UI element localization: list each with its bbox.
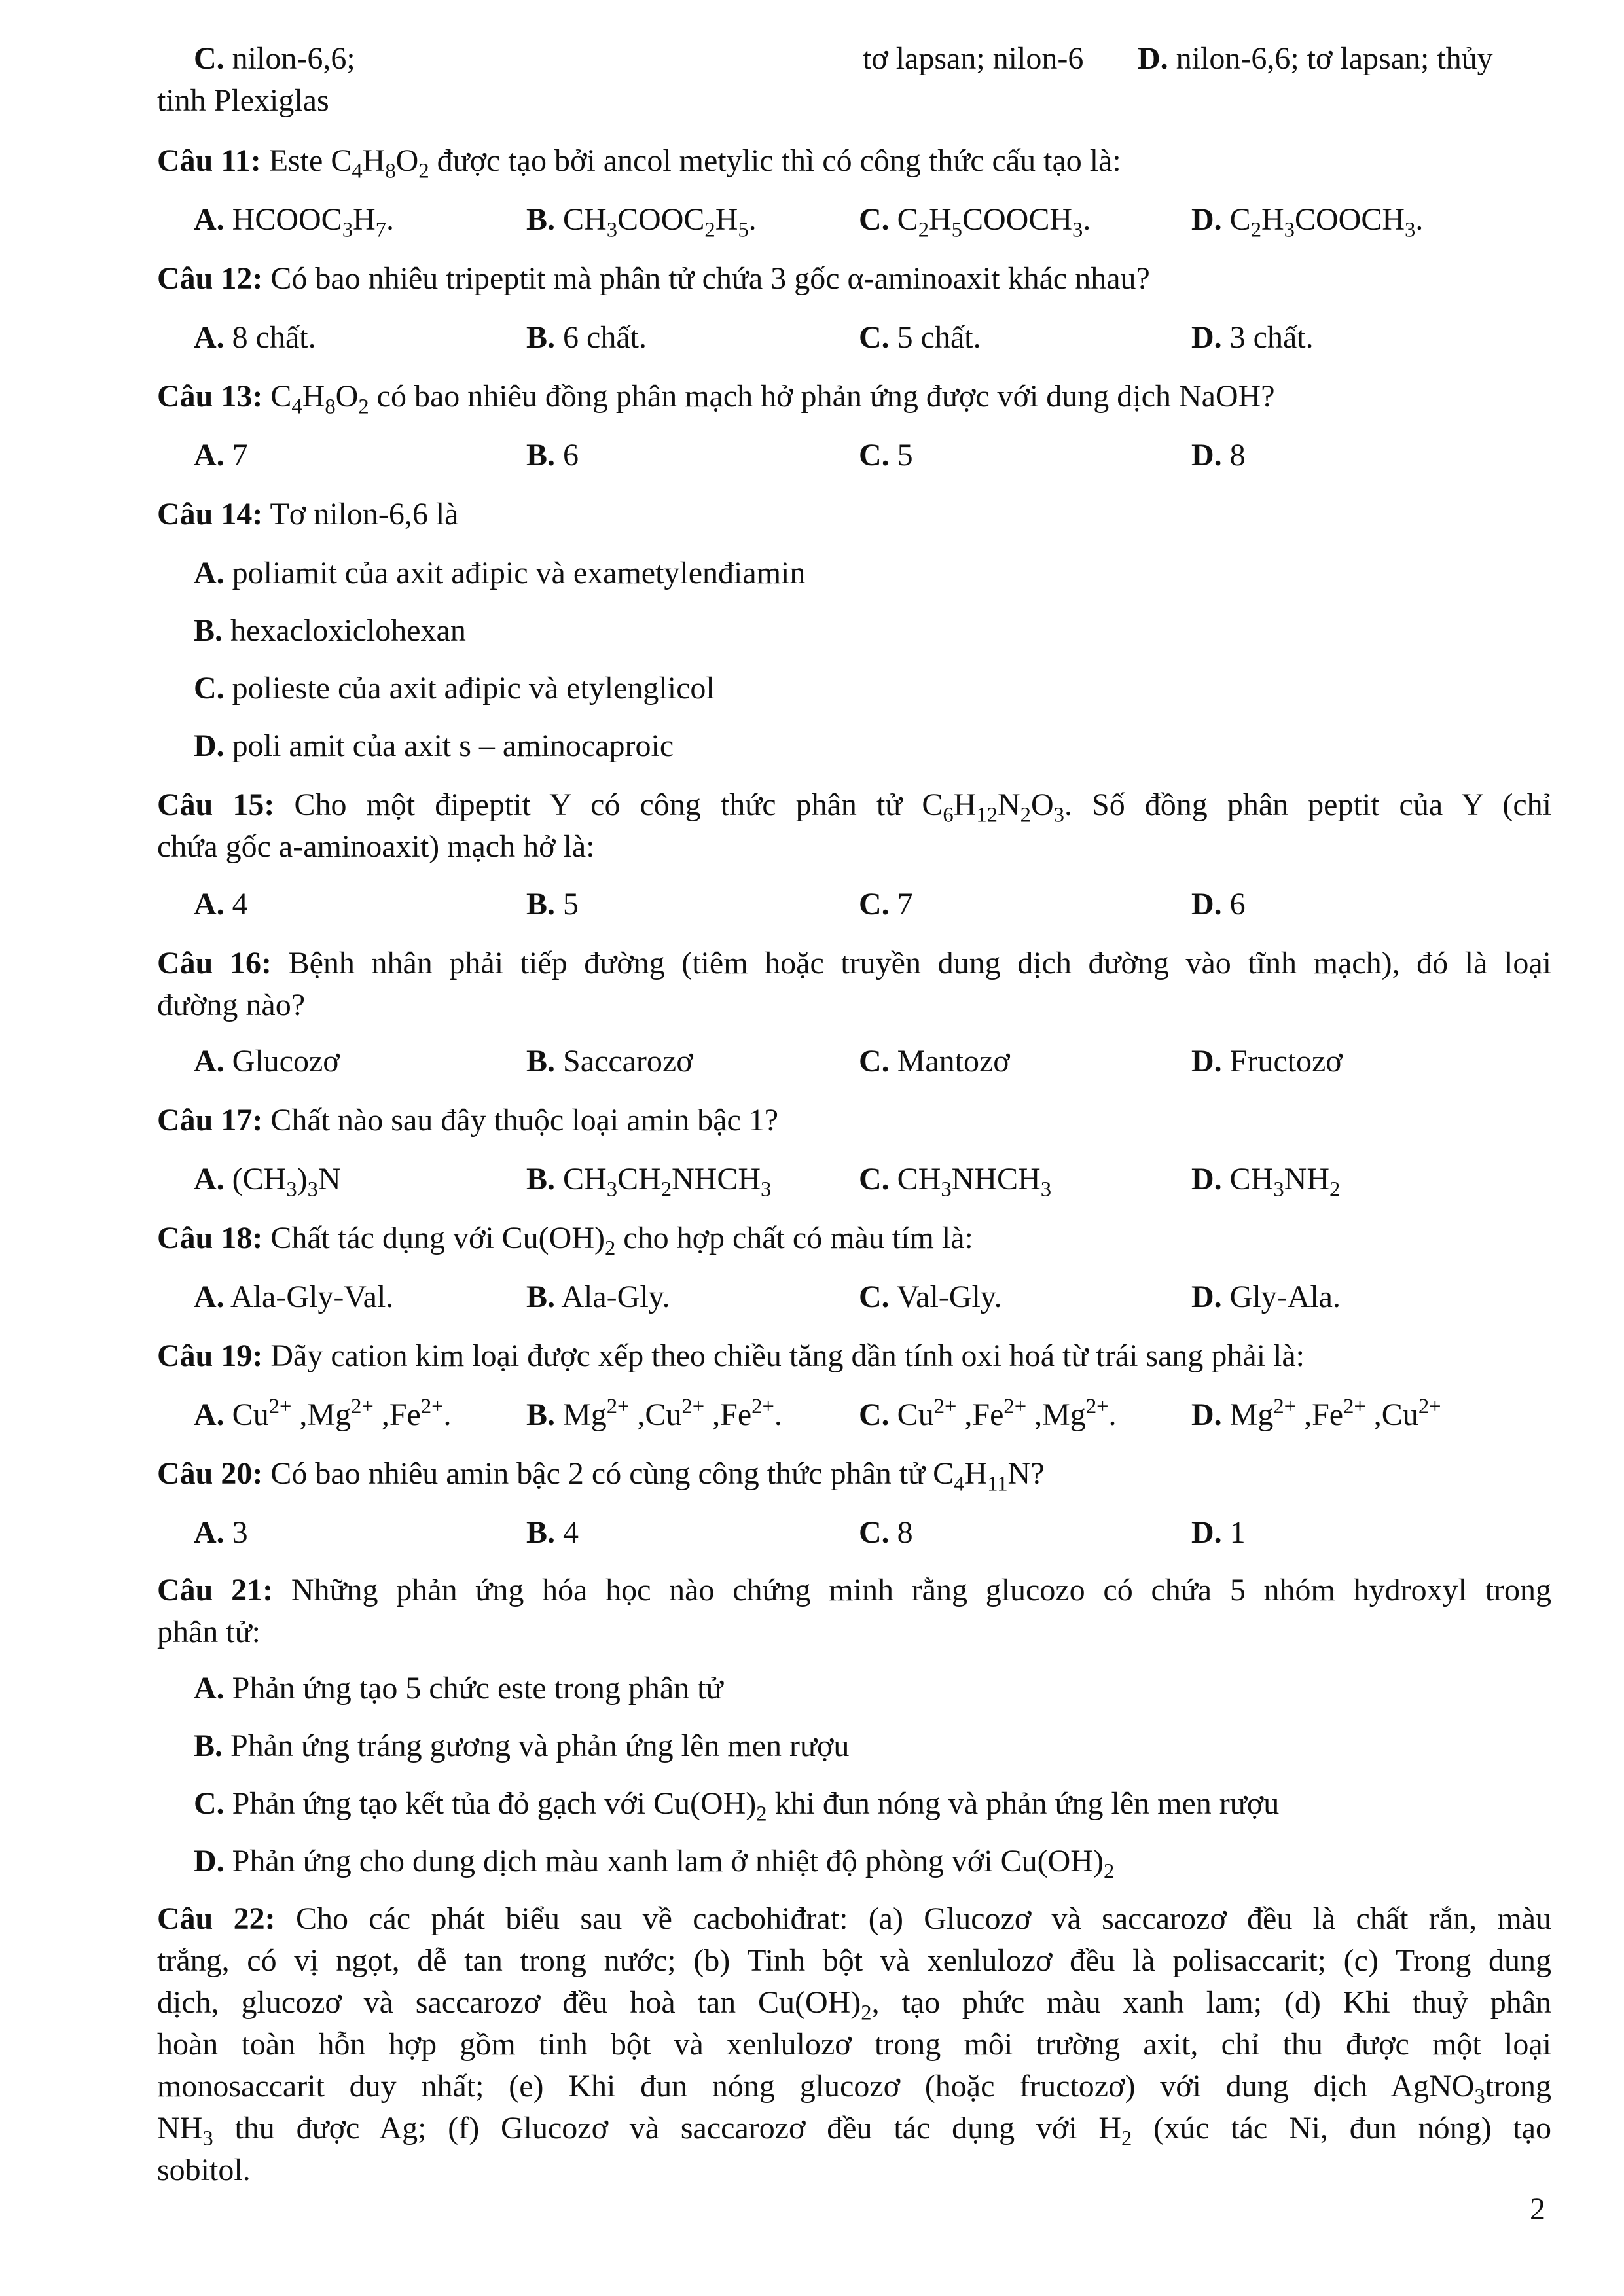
question-12: Câu 12: Có bao nhiêu tripeptit mà phân tử chứa 3 gốc α-aminoaxit khác nhau?: [157, 261, 1150, 296]
question-19: Câu 19: Dãy cation kim loại được xếp theo chiều tăng dần tính oxi hoá từ trái sang phải là:: [157, 1338, 1305, 1373]
q21-option-d: D. Phản ứng cho dung dịch màu xanh lam ở nhiệt độ phòng với $Cu(OH)_2$: [194, 1844, 1115, 1884]
q15-option-c: C. 7: [859, 887, 913, 922]
question-18: Câu 18: Chất tác dụng với $Cu(OH)_2$ cho hợp chất có màu tím là:: [157, 1221, 973, 1261]
q14-option-d: D. poli amit của axit s – aminocaproic: [194, 728, 674, 763]
question-21: Câu 21: Những phản ứng hóa học nào chứng minh rằng glucozo có chứa 5 nhóm hydroxyl trong phân tử:: [157, 1573, 1552, 1649]
q12-option-b: B. 6 chất.: [526, 320, 647, 355]
q10-option-c-continued: tơ lapsan; nilon-6: [863, 41, 1084, 76]
question-14: Câu 14: Tơ nilon-6,6 là: [157, 497, 459, 531]
q19-option-d: D. $Mg^{2+}$ $,Fe^{2+}$ $,Cu^{2+}$: [1191, 1395, 1441, 1432]
q16-option-d: D. Fructozơ: [1191, 1044, 1343, 1079]
page-number: 2: [1530, 2192, 1545, 2227]
q17-option-d: D. $CH_3NH_2$: [1191, 1162, 1341, 1202]
question-15: Câu 15: Cho một đipeptit Y có công thức phân tử $C_6H_{12}N_2O_3$. Số đồng phân peptit của Y (chỉ chứa gốc a-aminoaxit) mạch hở là:: [157, 787, 1552, 864]
q20-option-d: D. 1: [1191, 1515, 1246, 1550]
q15-option-d: D. 6: [1191, 887, 1246, 922]
q14-option-a: A. poliamit của axit ađipic và exametylenđiamin: [194, 556, 806, 590]
q10-option-c: C. nilon-6,6;: [194, 41, 355, 76]
q21-option-b: B. Phản ứng tráng gương và phản ứng lên men rượu: [194, 1729, 850, 1763]
question-22: Câu 22: Cho các phát biểu sau về cacbohiđrat: (a) Glucozơ và saccarozơ đều là chất rắn, màu trắng, có vị ngọt, dễ tan trong nước; (b) Tinh bột và xenlulozơ đều là polisaccarit; (c) Trong dung dịch, glucozơ và saccarozơ đều hoà $\tan Cu(OH)_2$, tạo phức màu xanh lam; (d) Khi thuỷ phân hoàn toàn hỗn hợp gồm tinh bột và xenlulozơ trong môi trường axit, chỉ thu được một loại monosaccarit duy nhất; (e) Khi đun nóng glucozơ (hoặc fructozơ) với dung dịch AgNO$_3$trong $NH_3$ thu được Ag; (f) Glucozơ và saccarozơ đều tác dụng với $H_2$ (xúc tác Ni, đun nóng) tạo sobitol.: [157, 1901, 1552, 2187]
q12-option-a: A. 8 chất.: [194, 320, 316, 355]
question-16: Câu 16: Bệnh nhân phải tiếp đường (tiêm hoặc truyền dung dịch đường vào tĩnh mạch), đó là loại đường nào?: [157, 946, 1552, 1022]
q13-option-d: D. 8: [1191, 438, 1246, 473]
q14-option-b: B. hexacloxiclohexan: [194, 613, 466, 648]
q20-option-c: C. 8: [859, 1515, 913, 1550]
q13-option-c: C. 5: [859, 438, 913, 473]
q11-option-c: C. $C_2H_5COOCH_3$.: [859, 202, 1091, 242]
q18-option-d: D. Gly-Ala.: [1191, 1280, 1341, 1314]
q10-option-d: D. nilon-6,6; tơ lapsan; thủy: [1138, 41, 1493, 76]
q12-option-d: D. 3 chất.: [1191, 320, 1314, 355]
q13-option-a: A. 7: [194, 438, 248, 473]
q12-option-c: C. 5 chất.: [859, 320, 981, 355]
q16-option-c: C. Mantozơ: [859, 1044, 1010, 1079]
question-11: Câu 11: Este $C_4H_8O_2$ được tạo bởi ancol metylic thì có công thức cấu tạo là:: [157, 143, 1121, 183]
q18-option-a: A. Ala-Gly-Val.: [194, 1280, 394, 1314]
q14-option-c: C. polieste của axit ađipic và etylenglicol: [194, 671, 715, 706]
q16-option-b: B. Saccarozơ: [526, 1044, 693, 1079]
q11-option-b: B. $CH_3COOC_2H_5$.: [526, 202, 757, 242]
q10-wrap-line: tinh Plexiglas: [157, 83, 329, 118]
question-17: Câu 17: Chất nào sau đây thuộc loại amin bậc 1?: [157, 1103, 779, 1138]
q19-option-c: C. $Cu^{2+}$ $,Fe^{2+}$ $,Mg^{2+}$.: [859, 1395, 1117, 1432]
q17-option-a: A. $(CH_3)_3N$: [194, 1162, 341, 1202]
q21-option-a: A. Phản ứng tạo 5 chức este trong phân tử: [194, 1671, 723, 1706]
q11-option-d: D. $C_2H_3COOCH_3$.: [1191, 202, 1424, 242]
q19-option-b: B. $Mg^{2+}$ $,Cu^{2+}$ $,Fe^{2+}$.: [526, 1395, 782, 1432]
q13-option-b: B. 6: [526, 438, 579, 473]
q15-option-b: B. 5: [526, 887, 579, 922]
question-20: Câu 20: Có bao nhiêu amin bậc 2 có cùng công thức phân tử $C_4H_{11}N$?: [157, 1456, 1045, 1496]
q18-option-b: B. Ala-Gly.: [526, 1280, 670, 1314]
q20-option-b: B. 4: [526, 1515, 579, 1550]
q21-option-c: C. Phản ứng tạo kết tủa đỏ gạch với $Cu(OH)_2$ khi đun nóng và phản ứng lên men rượu: [194, 1786, 1280, 1826]
q19-option-a: A. $Cu^{2+}$ $,Mg^{2+}$ $,Fe^{2+}$.: [194, 1395, 452, 1432]
q18-option-c: C. Val-Gly.: [859, 1280, 1002, 1314]
q17-option-c: C. $CH_3NHCH_3$: [859, 1162, 1051, 1202]
q15-option-a: A. 4: [194, 887, 248, 922]
q17-option-b: B. $CH_3CH_2NHCH_3$: [526, 1162, 772, 1202]
question-13: Câu 13: $C_4H_8O_2$ có bao nhiêu đồng phân mạch hở phản ứng được với dung dịch NaOH?: [157, 379, 1275, 419]
q20-option-a: A. 3: [194, 1515, 248, 1550]
q16-option-a: A. Glucozơ: [194, 1044, 340, 1079]
q11-option-a: A. $HCOOC_3H_7$.: [194, 202, 394, 242]
